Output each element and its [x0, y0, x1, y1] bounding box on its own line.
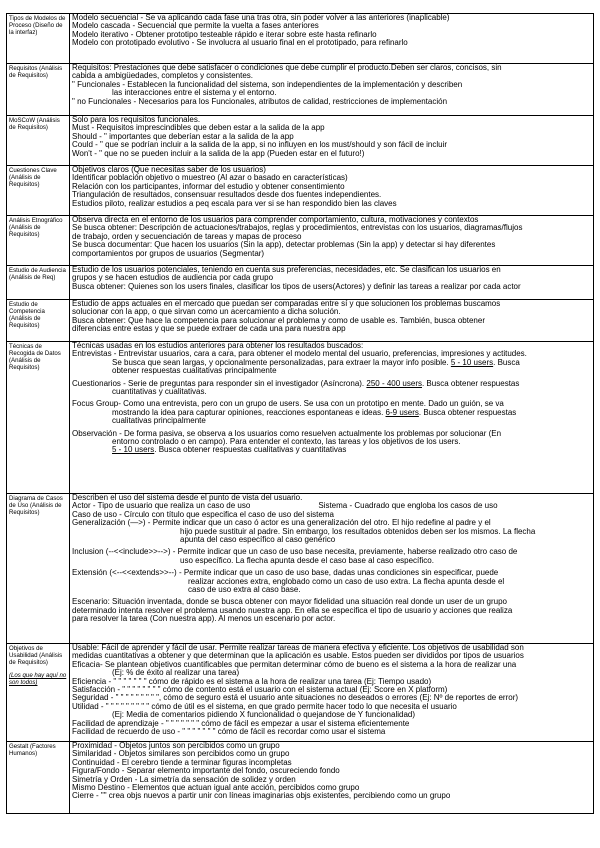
text-line: (Ej: % de éxito al realizar una tarea) — [112, 669, 240, 678]
text-line: para resolver la tarea (Con nuestra app). Al menos un escenario por actor. — [72, 615, 336, 624]
row-content — [70, 166, 594, 216]
text-line: Estudio de los usuarios potenciales, teniendo en cuenta sus preferencias, necesidades, etc. Se clasifican los usuarios en — [72, 266, 501, 274]
text-line: cabida a ambigüedades, completos y consistentes. — [72, 72, 253, 81]
row-casos-de-uso — [7, 494, 594, 644]
text-line: obtener respuestas cualitativas principalmente — [112, 367, 277, 376]
row-content — [70, 644, 594, 742]
row-etnografico — [7, 216, 594, 266]
text-fragment: Sistema - Cuadrado que engloba los casos de uso — [318, 502, 498, 511]
row-label: Tipos de Modelos de Proceso (Diseño de la interfaz) — [7, 14, 70, 64]
text-line: Cierre - "" crea objs nuevos a partir unir con líneas imaginarias objs existentes, percibiendo como un grupo — [72, 792, 451, 801]
text-line: Facilidad de aprendizaje - " " " " " " " cómo de fácil es empezar a usar el sistema eficientemente — [72, 719, 410, 728]
text-line: Modelo con prototipado evolutivo - Se involucra al usuario final en el prototipado, para refinarlo — [72, 39, 408, 48]
text-line: Modelo cascada - Secuencial que permite la vuelta a fases anteriores — [72, 22, 319, 31]
text-line: Triangulación de resultados, consensuar resultados desde dos fuentes independientes. — [72, 191, 382, 200]
row-audiencia — [7, 266, 594, 300]
text-line: cuantitativas y cualitativas. — [112, 388, 207, 397]
users-count: 6-9 users — [385, 408, 419, 417]
row-content — [70, 494, 594, 644]
row-label: Requisitos (Análisis de Requisitos) — [7, 64, 70, 116]
text-line: Won't - " que no se pueden incluir a la salida de la app (Pueden estar en el futuro!) — [72, 149, 365, 158]
text-line: Satisfacción - " " " " " " " " cómo de contento está el usuario con el sistema actual (Ej: Score en X platform) — [72, 686, 448, 695]
row-label: Diagrama de Casos de Uso (Análisis de Requisitos) — [7, 494, 70, 644]
row-label — [7, 644, 70, 742]
text-fragment: . Busca obtener respuestas — [421, 379, 520, 388]
text-line: de trabajo, orden y secuenciación de tareas y mapas de proceso — [72, 232, 302, 241]
text-line: Figura/Fondo - Separar elemento importante del fondo, oscureciendo fondo — [72, 767, 340, 776]
users-count: 5 - 10 users — [450, 358, 494, 367]
text-line: Extensión (<--<<extends>>--) - Permite indicar que un caso de uso base, dadas unas condiciones sin especificar, puede — [72, 569, 499, 578]
row-content — [70, 116, 594, 166]
text-line: Objetivos claros (Que necesitas saber de los usuarios) — [72, 166, 266, 174]
text-line: Eficiencia - " " " " " " " cómo de rápido es el sistema a la hora de realizar una tarea (Ej: Tiempo usado) — [72, 677, 432, 686]
row-content — [70, 742, 594, 814]
text-line: hijo puede sustituir al padre. Sin embargo, los resultados obtenidos deben ser los mismos. La flecha — [180, 527, 536, 536]
text-line: apunta del caso específico al caso genérico — [180, 536, 336, 545]
text-fragment: . Busca obtener respuestas — [418, 408, 517, 417]
text-line — [72, 359, 591, 367]
text-line: Eficacia- Se plantean objetivos cuantificables que permitan determinar cómo de bueno es el sistema a la hora de realizar una — [72, 660, 517, 669]
text-line: Se busca obtener: Descripción de actuaciones/trabajos, reglas y procedimientos, entrevistas con los usuarios, diagramas/flujos — [72, 224, 523, 233]
row-label: MoSCoW (Análisis de Requisitos) — [7, 116, 70, 166]
text-line: Entrevistas - Entrevistar usuarios, cara a cara, para obtener el modelo mental del usuario, preferencias, impresiones y actitudes. — [72, 350, 527, 359]
text-line — [72, 380, 591, 388]
text-line: cualitativas principalmente — [112, 417, 206, 426]
row-content — [70, 14, 594, 64]
users-count: 250 - 400 users — [366, 379, 422, 388]
text-line: Focus Group- Como una entrevista, pero con un grupo de users. Se usa con un prototipo en mente. Dado un guión, se va — [72, 400, 504, 409]
text-fragment: Cuestionarios - Serie de preguntas para responder sin el investigador (Asíncrona). — [72, 379, 365, 388]
text-line: " Funcionales - Establecen la funcionalidad del sistema, son independientes de la implementación y describen — [72, 80, 463, 89]
text-fragment: mostrando la idea para capturar opiniones, reacciones espontaneas e ideas. — [112, 408, 384, 417]
text-line: solucionar con la app, o que sirvan como un acercamiento a dicha solución. — [72, 308, 341, 317]
text-fragment: Se busca que sean largas, y opcionalmente personalizadas, para extraer la mayor info posible. — [112, 358, 449, 367]
row-tecnicas — [7, 342, 594, 494]
label-text: Objetivos de Usabilidad (Análisis de Requisitos) — [9, 645, 63, 666]
text-line: Caso de uso - Círculo con título que especifica el caso de uso del sistema — [72, 510, 334, 519]
row-content — [70, 300, 594, 342]
row-content — [70, 216, 594, 266]
notes-table — [6, 13, 594, 814]
row-gestalt — [7, 742, 594, 814]
row-content — [70, 266, 594, 300]
row-label: Cuestiones Clave (Análisis de Requisitos) — [7, 166, 70, 216]
label-note: (Los que hay aquí no son todos) — [9, 672, 67, 686]
text-line: uso específico. La flecha apunta desde el caso base al caso específico. — [180, 556, 434, 565]
text-line: Técnicas usadas en los estudios anteriores para obtener los resultados buscados: — [72, 342, 364, 350]
text-line: Solo para los requisitos funcionales. — [72, 116, 201, 124]
text-fragment: . Busca — [493, 358, 520, 367]
text-line: realizar acciones extra, englobado como un caso de uso extra. La flecha apunta desde el — [188, 577, 505, 586]
text-line: Similaridad - Objetos similares son percibidos como un grupo — [72, 750, 290, 759]
text-line: Seguridad - " " " " " " " " ", cómo de seguro está el usuario ante situaciones no deseados o errores (Ej: Nº de reportes de error) — [72, 694, 519, 703]
row-label: Estudio de Competencia (Análisis de Requisitos) — [7, 300, 70, 342]
text-line: Identificar población objetivo o muestreo (Al azar o basado en características) — [72, 174, 348, 183]
text-line: Generalización (—>) - Permite indicar que un caso ó actor es una generalización del otro. El hijo redefine al padre y el — [72, 519, 491, 528]
text-line: Could - " que se podrían incluir a la salida de la app, si no influyen en los must/should y son fácil de incluir — [72, 141, 448, 150]
text-line: Should - " importantes que deberían estar a la salida de la app — [72, 132, 294, 141]
row-label: Estudio de Audiencia (Análisis de Req) — [7, 266, 70, 300]
row-tipos — [7, 14, 594, 64]
text-line: determinado intenta resolver el problema usando nuestra app. En ella se especifica el tipo de usuario y acciones que realiza — [72, 606, 513, 615]
text-line: Modelo iterativo - Obtener prototipo testeable rápido e iterar sobre este hasta refinarlo — [72, 30, 377, 39]
row-moscow — [7, 116, 594, 166]
text-line: Estudio de apps actuales en el mercado que puedan ser comparadas entre sí y que solucionen los problemas buscamos — [72, 300, 501, 308]
text-line: entorno controlado o en campo). Para entender el contexto, las tareas y los objetivos de los users. — [112, 438, 461, 447]
text-line: Busca obtener: Quienes son los users finales, clasificar los tipos de users(Actores) y definir las tareas a realizar por cada actor — [72, 282, 521, 291]
text-line: Busca obtener: Que hace la competencia para solucionar el problema y como de usable es. También, busca obtener — [72, 316, 485, 325]
row-label: Gestalt (Factores Humanos) — [7, 742, 70, 814]
text-line: Utilidad - " " " " " " " " " cómo de útil es el sistema, en que grado permite hacer todo lo que necesita el usuario — [72, 702, 457, 711]
text-line: Usable: Fácil de aprender y fácil de usar. Permite realizar tareas de manera efectiva y eficiente. Los objetivos de usabilidad son — [72, 644, 524, 652]
notes-sheet — [6, 13, 594, 824]
row-cuestiones — [7, 166, 594, 216]
text-line: Simetría y Orden - La simetría da sensación de solidez y orden — [72, 775, 296, 784]
row-competencia — [7, 300, 594, 342]
text-line: diferencias entre estas y que se puede extraer de cada una para nuestra app — [72, 325, 346, 334]
text-line: grupos y se hacen estudios de audiencia por cada grupo — [72, 274, 274, 283]
text-line: Continuidad - El cerebro tiende a terminar figuras incompletas — [72, 758, 292, 767]
text-line: Proximidad - Objetos juntos son percibidos como un grupo — [72, 742, 280, 750]
text-line: comportamientos por grupos de usuarios (Segmentar) — [72, 249, 265, 258]
text-line: (Ej: Media de comentarios pidiendo X funcionalidad o quejandose de Y funcionalidad) — [112, 711, 416, 720]
row-content — [70, 64, 594, 116]
text-line: Relación con los participantes, informar del estudio y obtener consentimiento — [72, 182, 345, 191]
text-line — [72, 409, 591, 417]
text-line: Requisitos: Prestaciones que debe satisfacer o condiciones que debe cumplir el producto.Deben ser claros, concisos, sin — [72, 64, 502, 72]
text-line: Inclusion (--<<include>>-->) - Permite indicar que un caso de uso base necesita, previamente, haberse realizado otro caso de — [72, 548, 518, 557]
text-line: caso de uso extra al caso base. — [188, 586, 301, 595]
row-content — [70, 342, 594, 494]
text-line: Escenario: Situación inventada, donde se busca obtener con mayor fidelidad una situación real donde un user de un grupo — [72, 598, 507, 607]
text-line — [72, 446, 591, 454]
text-line: Estudios piloto, realizar estudios a peq escala para ver si se han respondido bien las claves — [72, 199, 397, 208]
text-line: medidas cuantitativas a obtener y que determinan que la aplicación es usable. Estos pueden ser divididos por tipos de usuarios — [72, 652, 524, 661]
text-line: Observación - De forma pasiva, se observa a los usuarios como resuelven actualmente los problemas por solucionar (En — [72, 429, 502, 438]
row-requisitos — [7, 64, 594, 116]
text-line: Mismo Destino - Elementos que actuan igual ante acción, percibidos como grupo — [72, 784, 360, 793]
text-line: Describen el uso del sistema desde el punto de vista del usuario. — [72, 494, 303, 502]
text-line — [72, 502, 591, 510]
text-line: Must - Requisitos imprescindibles que deben estar a la salida de la app — [72, 124, 325, 133]
text-fragment: . Busca obtener respuestas cualitativas y cuantitativas — [154, 446, 347, 455]
text-fragment: Actor - Tipo de usuario que realiza un caso de uso — [72, 502, 251, 511]
row-label: Técnicas de Recogida de Datos (Análisis de Requisitos) — [7, 342, 70, 494]
users-count: 5 - 10 users — [112, 446, 155, 455]
text-line: Modelo secuencial - Se va aplicando cada fase una tras otra, sin poder volver a las anteriores (inaplicable) — [72, 14, 450, 22]
row-usabilidad — [7, 644, 594, 742]
text-line: Se busca documentar: Que hacen los usuarios (Sin la app), detectar problemas (Sin la app) y detectar si hay diferentes — [72, 241, 496, 250]
row-label: Análisis Etnográfico (Análisis de Requisitos) — [7, 216, 70, 266]
text-line: las interacciones entre el sistema y el entorno. — [112, 89, 277, 98]
text-line: Observa directa en el entorno de los usuarios para comprender comportamiento, cultura, motivaciones y contextos — [72, 216, 479, 224]
text-line: " no Funcionales - Necesarios para los Funcionales, atributos de calidad, restricciones de implementación — [72, 97, 448, 106]
text-line: Facilidad de recuerdo de uso - " " " " " " " cómo de fácil es recordar como usar el sistema — [72, 728, 386, 737]
